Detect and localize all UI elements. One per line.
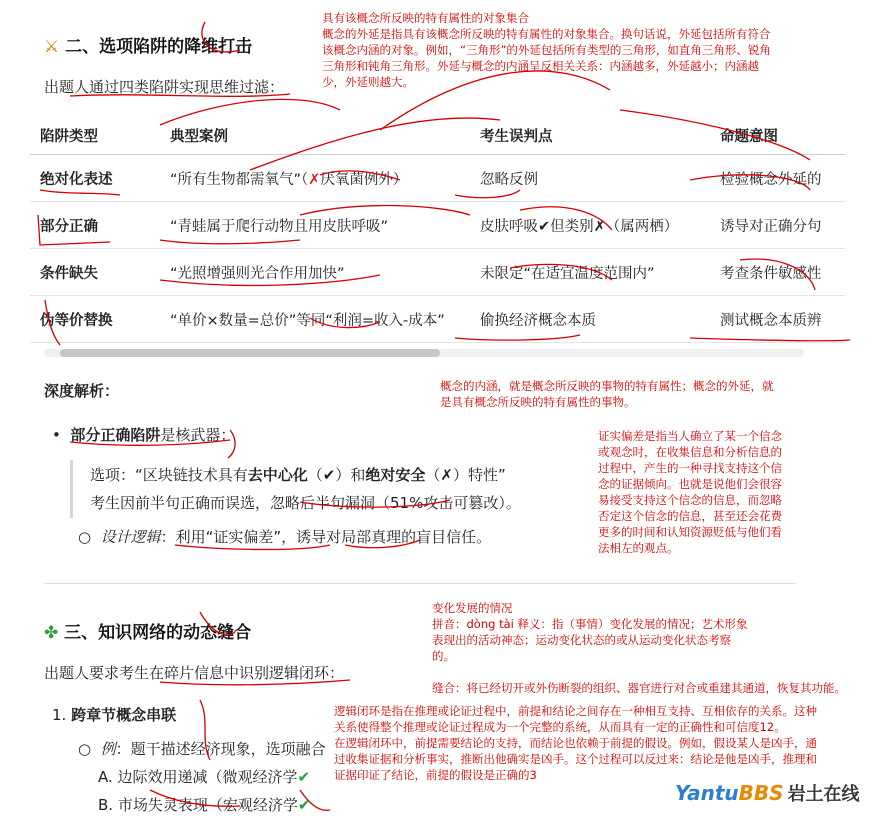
table-row [30,202,845,249]
cross-icon: ✗ [308,171,321,188]
design-logic-text: ：利用“证实偏差”，诱导对局部真理的盲目信任。 [160,528,492,546]
section2-heading [44,32,252,57]
bullet-bold: 部分正确陷阱 [70,426,161,444]
option-b-text: B. 市场失灵表现（宏观经济学 [98,796,298,814]
swords-icon: ⚔ [44,37,60,57]
annotation-confirmation-bias: 证实偏差是指当人确立了某一个信念或观念时，在收集信息和分析信息的过程中，产生的一种寻找支持这个信念的证据倾向。也就是说他们会很容易接受支持这个信念的信息，而忽略否定这个信念的信息，甚至还会花费更多的时间和认知资源贬低与他们看法相左的观点。 [598,429,782,555]
table-row [30,155,845,202]
case-text-tail: 厌氧菌例外） [320,171,408,188]
row-intent: 检验概念外延的 [710,155,845,202]
section2-intro: 出题人通过四类陷阱实现思维过滤： [44,78,285,96]
annotation-suture: 缝合：将已经切开或外伤断裂的组织、器官进行对合或重建其通道，恢复其功能。 [432,681,846,695]
design-logic [78,526,491,547]
section2-title: 二、选项陷阱的降维打击 [65,37,253,57]
quote-text-2: （✔）和 [307,466,366,484]
example-text: ：题干描述经济现象，选项融合 [115,740,326,758]
watermark-brand: Yantu [675,781,739,805]
sub-bullet: ○ [78,740,101,758]
header-misjudgment: 考生误判点 [470,116,710,155]
section3-heading [44,618,251,643]
watermark-cn: 岩土在线 [787,784,860,805]
row-type: 绝对化表述 [30,155,160,202]
header-example: 典型案例 [160,116,470,155]
row-case: “青蛙属于爬行动物且用皮肤呼吸” [160,202,470,249]
option-a [98,766,310,787]
analysis-bullet [52,424,235,445]
row-type: 条件缺失 [30,249,160,296]
option-b [98,794,310,815]
quote-bold-2: 绝对安全 [365,466,426,484]
row-intent: 诱导对正确分句 [710,202,845,249]
bullet-rest: 是核武器： [160,426,236,444]
trap-table [30,116,845,343]
check-icon: ✔ [297,768,311,786]
row-type: 部分正确 [30,202,160,249]
example-label: 例 [100,740,116,758]
site-watermark [675,780,860,806]
check-icon: ✔ [297,796,311,814]
table-scrollbar-thumb[interactable] [60,349,440,357]
row-misjudgment: 偷换经济概念本质 [470,296,710,343]
puzzle-icon: ✤ [44,623,59,643]
example-line [78,738,326,759]
row-misjudgment: 未限定“在适宜温度范围内” [470,249,710,296]
quote-line-2: 考生因前半句正确而误选，忽略后半句漏洞（51%攻击可篡改）。 [90,494,521,512]
row-case: “光照增强则光合作用加快” [160,249,470,296]
section-divider [44,583,796,584]
annotation-extension: 具有该概念所反映的特有属性的对象集合 概念的外延是指具有该概念所反映的特有属性的对象集合。换句话说，外延包括所有符合该概念内涵的对象。例如，“三角形”的外延包括所有类型的三角形，如直角三角形、锐角三角形和钝角三角形。外延与概念的内涵呈反相关关系：内涵越多，外延越小；内涵越少，外延则越大。 [322,11,771,89]
section3-intro: 出题人要求考生在碎片信息中识别逻辑闭环： [44,664,345,682]
case-text: “所有生物都需氧气”（ [170,171,309,188]
table-row [30,249,845,296]
quote-text: 选项：“区块链技术具有 [90,466,248,484]
table-header-row [30,116,845,155]
list-item-title: 跨章节概念串联 [71,706,177,724]
annotation-logic-loop: 逻辑闭环是指在推理或论证过程中，前提和结论之间存在一种相互支持、互相依存的关系。这种关系使得整个推理或论证过程成为一个完整的系统，从而具有一定的正确性和可信度12。 在逻辑闭环中，前提需要结论的支持，而结论也依赖于前提的假设。例如，假设某人是凶手，通过收集证据和分析事实，推断出他确实是凶手。这个过程可以反过来：结论是他是凶手，推理和证据印证了结论，前提的假设是正确的3 [334,704,817,782]
row-intent: 考查条件敏感性 [710,249,845,296]
section3-title: 三、知识网络的动态缝合 [64,623,252,643]
sub-bullet: ○ [78,528,101,546]
quote-bar [70,460,73,518]
quote-bold-1: 去中心化 [247,466,308,484]
analysis-heading: 深度解析： [44,382,120,400]
row-type: 伪等价替换 [30,296,160,343]
table-row [30,296,845,343]
list-number: 1. [52,706,67,724]
row-case: “单价×数量=总价”等同“利润=收入-成本” [160,296,470,343]
quote-line-1 [90,464,506,485]
quote-text-3: （✗）特性” [425,466,506,484]
row-intent: 测试概念本质辨 [710,296,845,343]
watermark-brand-accent: BBS [738,781,784,805]
design-logic-label: 设计逻辑 [100,528,161,546]
option-a-text: A. 边际效用递减（微观经济学 [98,768,298,786]
header-intent: 命题意图 [710,116,845,155]
list-item-1 [52,704,176,725]
annotation-dynamic: 变化发展的情况 拼音：dòng tài 释义：指（事情）变化发展的情况；艺术形象表现出的活动神态；运动变化状态的或从运动变化状态考察的。 [432,601,748,663]
annotation-intension: 概念的内涵，就是概念所反映的事物的特有属性；概念的外延，就是具有概念所反映的特有属性的事物。 [440,379,774,409]
bullet-dot: • [52,426,71,444]
row-case [160,155,470,202]
row-misjudgment: 皮肤呼吸✔但类别✗（属两栖） [470,202,710,249]
header-trap-type: 陷阱类型 [30,116,160,155]
row-misjudgment: 忽略反例 [470,155,710,202]
